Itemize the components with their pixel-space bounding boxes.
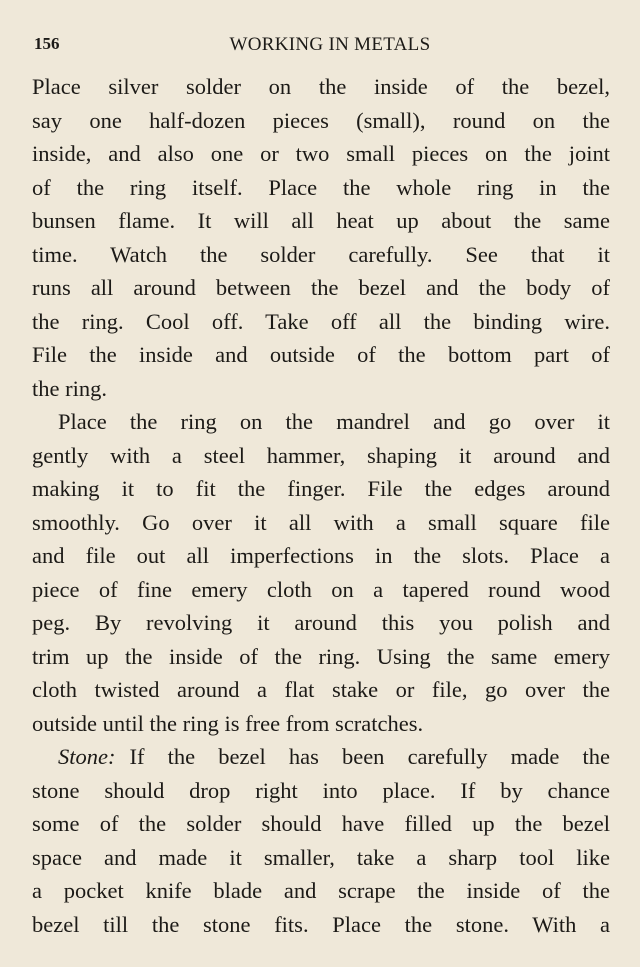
text-line: stone should drop right into place. If by chance: [32, 777, 610, 803]
text-line: peg. By revolving it around this you polish and: [32, 610, 610, 635]
text-line: the ring.: [32, 375, 107, 401]
paragraph-3: [32, 740, 610, 941]
text-line: some of the solder should have filled up the bezel: [32, 811, 610, 836]
text-line: making it to fit the finger. File the edges around: [32, 476, 610, 501]
text-line-rest: If the bezel has been carefully made the: [129, 744, 610, 769]
text-line: Place the ring on the mandrel and go over it: [58, 409, 610, 434]
text-line: and file out all imperfections in the slots. Place a: [32, 543, 610, 568]
paragraph-1: [32, 70, 610, 405]
paragraph-2: [32, 405, 610, 740]
page-header: [34, 34, 606, 60]
text-line: Place silver solder on the inside of the bezel,: [32, 74, 610, 99]
text-line: trim up the inside of the ring. Using the same emery: [32, 643, 610, 669]
page-body: [32, 70, 610, 941]
text-line: outside until the ring is free from scratches.: [32, 710, 424, 736]
text-line: the ring. Cool off. Take off all the binding wire.: [32, 308, 610, 334]
text-line: inside, and also one or two small pieces on the joint: [32, 141, 610, 166]
text-line: space and made it smaller, take a sharp tool like: [32, 844, 610, 870]
text-line: a pocket knife blade and scrape the inside of the: [32, 878, 610, 903]
page-number: 156: [34, 34, 60, 53]
text-line: [32, 740, 610, 774]
text-line: say one half-dozen pieces (small), round on the: [32, 107, 610, 133]
text-line: time. Watch the solder carefully. See that it: [32, 241, 610, 267]
text-line: of the ring itself. Place the whole ring in the: [32, 174, 610, 200]
running-title: WORKING IN METALS: [229, 34, 431, 55]
text-line: gently with a steel hammer, shaping it around and: [32, 442, 610, 468]
text-line: smoothly. Go over it all with a small square file: [32, 509, 610, 535]
text-line: piece of fine emery cloth on a tapered round wood: [32, 576, 610, 602]
text-line: bezel till the stone fits. Place the stone. With a: [32, 911, 610, 937]
text-line: runs all around between the bezel and the body of: [32, 275, 610, 300]
stone-lead-in: Stone:: [58, 744, 116, 769]
text-line: File the inside and outside of the bottom part of: [32, 342, 610, 367]
text-line: bunsen flame. It will all heat up about the same: [32, 208, 610, 233]
text-line: cloth twisted around a flat stake or file, go over the: [32, 677, 610, 702]
